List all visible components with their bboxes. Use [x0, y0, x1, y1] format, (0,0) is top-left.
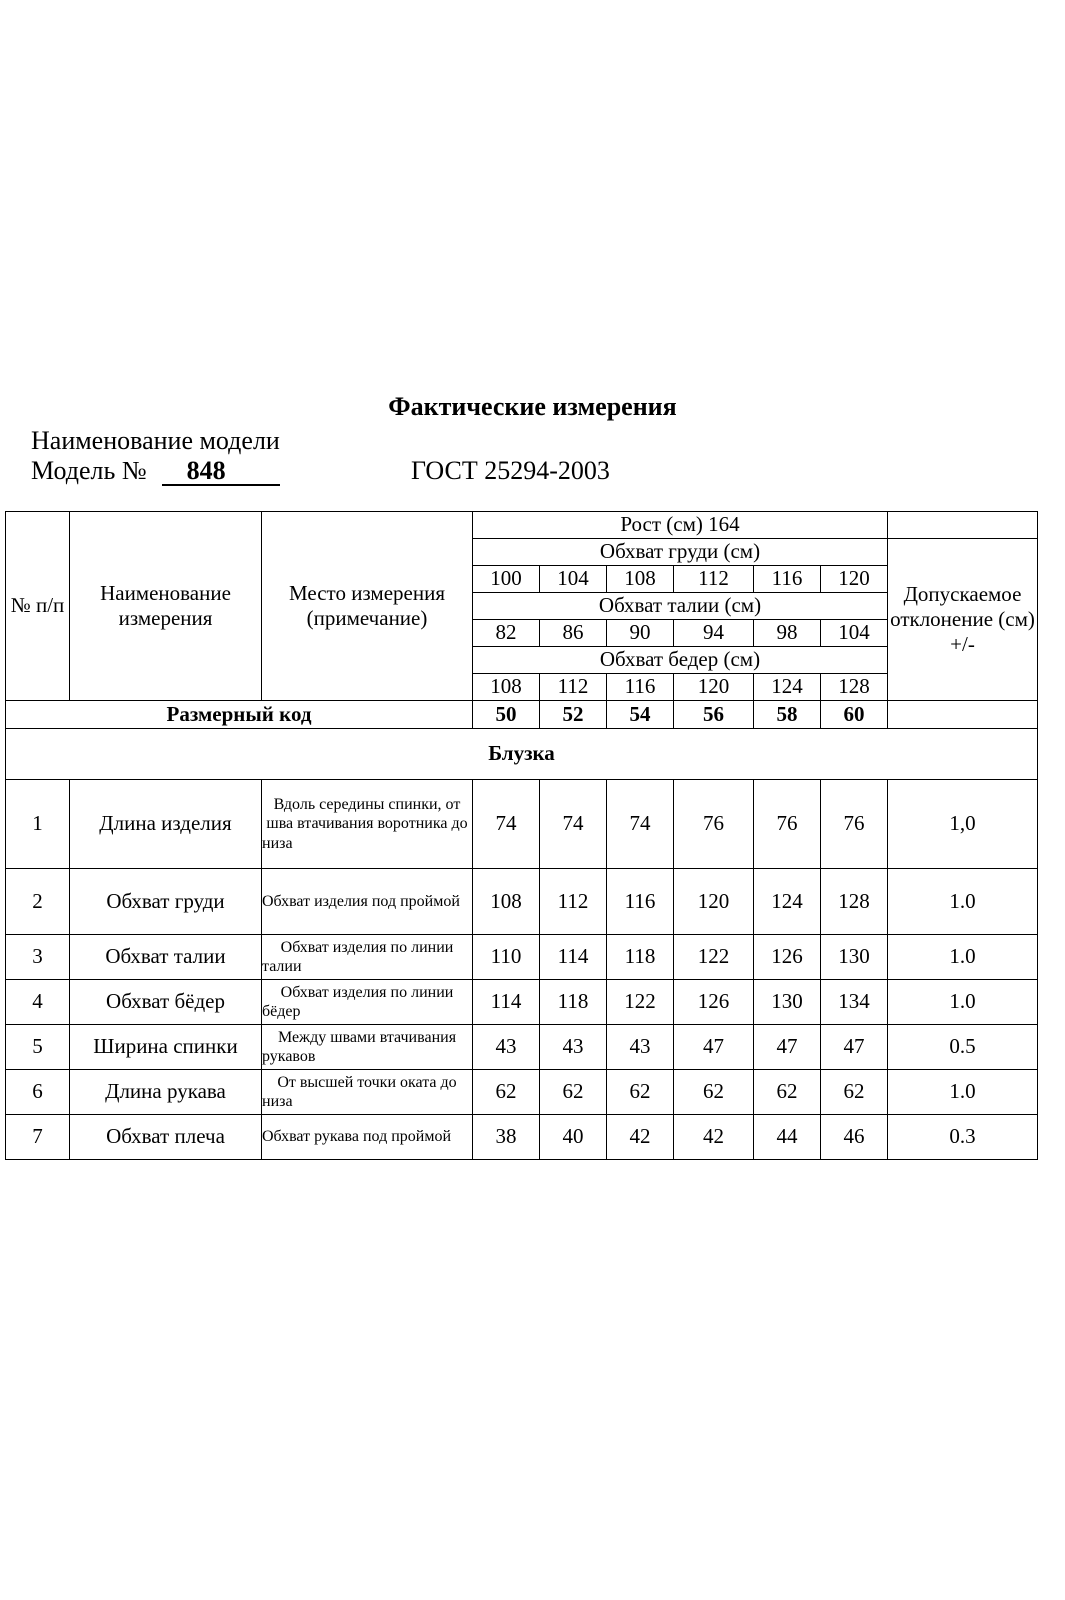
hips-value-0: 108: [473, 674, 540, 701]
hips-value-4: 124: [754, 674, 821, 701]
measurement-name: Длина рукава: [70, 1070, 262, 1115]
header-num: № п/п: [6, 512, 70, 701]
chest-value-5: 120: [821, 566, 888, 593]
measurements-table: [5, 511, 1038, 1160]
measurement-value-1: 74: [540, 780, 607, 869]
measurement-value-1: 114: [540, 935, 607, 980]
measurement-name: Ширина спинки: [70, 1025, 262, 1070]
measurement-value-1: 43: [540, 1025, 607, 1070]
measurement-value-5: 128: [821, 869, 888, 935]
row-number: 6: [6, 1070, 70, 1115]
row-number: 5: [6, 1025, 70, 1070]
hips-value-5: 128: [821, 674, 888, 701]
header-row-height: [6, 512, 1038, 539]
tolerance-value: 1.0: [888, 980, 1038, 1025]
measurement-value-0: 108: [473, 869, 540, 935]
waist-value-3: 94: [674, 620, 754, 647]
section-title: Блузка: [6, 729, 1038, 780]
table-row: [6, 980, 1038, 1025]
waist-value-5: 104: [821, 620, 888, 647]
measurement-value-3: 42: [674, 1115, 754, 1160]
measurement-value-4: 124: [754, 869, 821, 935]
header-hips: Обхват бедер (см): [473, 647, 888, 674]
measurement-place: Обхват изделия под проймой: [262, 869, 473, 935]
measurement-name: Обхват талии: [70, 935, 262, 980]
measurement-value-0: 114: [473, 980, 540, 1025]
measurement-value-2: 116: [607, 869, 674, 935]
model-name-label: Наименование модели: [31, 426, 280, 455]
measurement-value-3: 47: [674, 1025, 754, 1070]
measurement-value-4: 62: [754, 1070, 821, 1115]
model-number-line: [31, 456, 280, 486]
measurement-value-4: 76: [754, 780, 821, 869]
table-row: [6, 1025, 1038, 1070]
measurement-value-2: 122: [607, 980, 674, 1025]
size-code-5: 60: [821, 701, 888, 729]
measurement-value-5: 62: [821, 1070, 888, 1115]
measurement-value-0: 43: [473, 1025, 540, 1070]
row-number: 4: [6, 980, 70, 1025]
tolerance-value: 1,0: [888, 780, 1038, 869]
header-tolerance: Допускаемое отклонение (см) +/-: [888, 539, 1038, 701]
waist-value-0: 82: [473, 620, 540, 647]
chest-value-3: 112: [674, 566, 754, 593]
measurement-value-0: 62: [473, 1070, 540, 1115]
measurement-value-5: 47: [821, 1025, 888, 1070]
chest-value-0: 100: [473, 566, 540, 593]
waist-value-1: 86: [540, 620, 607, 647]
size-code-3: 56: [674, 701, 754, 729]
header-waist: Обхват талии (см): [473, 593, 888, 620]
size-code-1: 52: [540, 701, 607, 729]
measurement-value-3: 62: [674, 1070, 754, 1115]
row-number: 2: [6, 869, 70, 935]
measurement-value-2: 42: [607, 1115, 674, 1160]
chest-value-2: 108: [607, 566, 674, 593]
section-row: [6, 729, 1038, 780]
size-code-empty: [888, 701, 1038, 729]
measurement-place: Обхват рукава под проймой: [262, 1115, 473, 1160]
table-row: [6, 935, 1038, 980]
measurement-value-2: 118: [607, 935, 674, 980]
model-number: 848: [162, 458, 280, 486]
tolerance-value: 1.0: [888, 1070, 1038, 1115]
table-row: [6, 1115, 1038, 1160]
measurement-value-4: 44: [754, 1115, 821, 1160]
model-number-label: Модель №: [31, 456, 147, 485]
hips-value-3: 120: [674, 674, 754, 701]
tolerance-value: 0.3: [888, 1115, 1038, 1160]
header-name: Наименование измерения: [70, 512, 262, 701]
measurement-value-2: 62: [607, 1070, 674, 1115]
table-row: [6, 1070, 1038, 1115]
measurement-value-5: 46: [821, 1115, 888, 1160]
tolerance-value: 1.0: [888, 935, 1038, 980]
measurement-value-5: 134: [821, 980, 888, 1025]
measurement-value-1: 118: [540, 980, 607, 1025]
header-tolerance-top: [888, 512, 1038, 539]
measurement-name: Длина изделия: [70, 780, 262, 869]
measurement-place: Обхват изделия по линии талии: [262, 935, 473, 980]
measurement-name: Обхват груди: [70, 869, 262, 935]
tolerance-value: 0.5: [888, 1025, 1038, 1070]
measurement-value-3: 126: [674, 980, 754, 1025]
table-row: [6, 869, 1038, 935]
measurement-value-1: 112: [540, 869, 607, 935]
measurement-place: От высшей точки оката до низа: [262, 1070, 473, 1115]
measurement-name: Обхват бёдер: [70, 980, 262, 1025]
measurement-value-2: 74: [607, 780, 674, 869]
measurement-value-0: 110: [473, 935, 540, 980]
measurement-value-3: 120: [674, 869, 754, 935]
size-code-row: [6, 701, 1038, 729]
measurement-place: Между швами втачивания рукавов: [262, 1025, 473, 1070]
measurement-value-3: 76: [674, 780, 754, 869]
table-body: [6, 512, 1038, 1160]
size-code-2: 54: [607, 701, 674, 729]
chest-value-4: 116: [754, 566, 821, 593]
measurement-value-4: 126: [754, 935, 821, 980]
measurement-value-5: 76: [821, 780, 888, 869]
row-number: 1: [6, 780, 70, 869]
header-height: Рост (см) 164: [473, 512, 888, 539]
row-number: 3: [6, 935, 70, 980]
measurement-value-2: 43: [607, 1025, 674, 1070]
measurement-name: Обхват плеча: [70, 1115, 262, 1160]
measurement-value-4: 47: [754, 1025, 821, 1070]
waist-value-4: 98: [754, 620, 821, 647]
chest-value-1: 104: [540, 566, 607, 593]
header-place: Место измерения (примечание): [262, 512, 473, 701]
size-code-0: 50: [473, 701, 540, 729]
table-row: [6, 780, 1038, 869]
hips-value-2: 116: [607, 674, 674, 701]
measurement-value-0: 38: [473, 1115, 540, 1160]
measurement-value-1: 40: [540, 1115, 607, 1160]
document-title: Фактические измерения: [388, 392, 677, 421]
tolerance-value: 1.0: [888, 869, 1038, 935]
gost-standard: ГОСТ 25294-2003: [411, 456, 610, 485]
row-number: 7: [6, 1115, 70, 1160]
measurement-value-5: 130: [821, 935, 888, 980]
waist-value-2: 90: [607, 620, 674, 647]
measurement-place: Обхват изделия по линии бёдер: [262, 980, 473, 1025]
measurement-value-0: 74: [473, 780, 540, 869]
size-code-label: Размерный код: [6, 701, 473, 729]
hips-value-1: 112: [540, 674, 607, 701]
measurement-value-3: 122: [674, 935, 754, 980]
measurement-value-1: 62: [540, 1070, 607, 1115]
header-chest: Обхват груди (см): [473, 539, 888, 566]
measurement-value-4: 130: [754, 980, 821, 1025]
measurement-place: Вдоль середины спинки, от шва втачивания воротника до низа: [262, 780, 473, 869]
size-code-4: 58: [754, 701, 821, 729]
